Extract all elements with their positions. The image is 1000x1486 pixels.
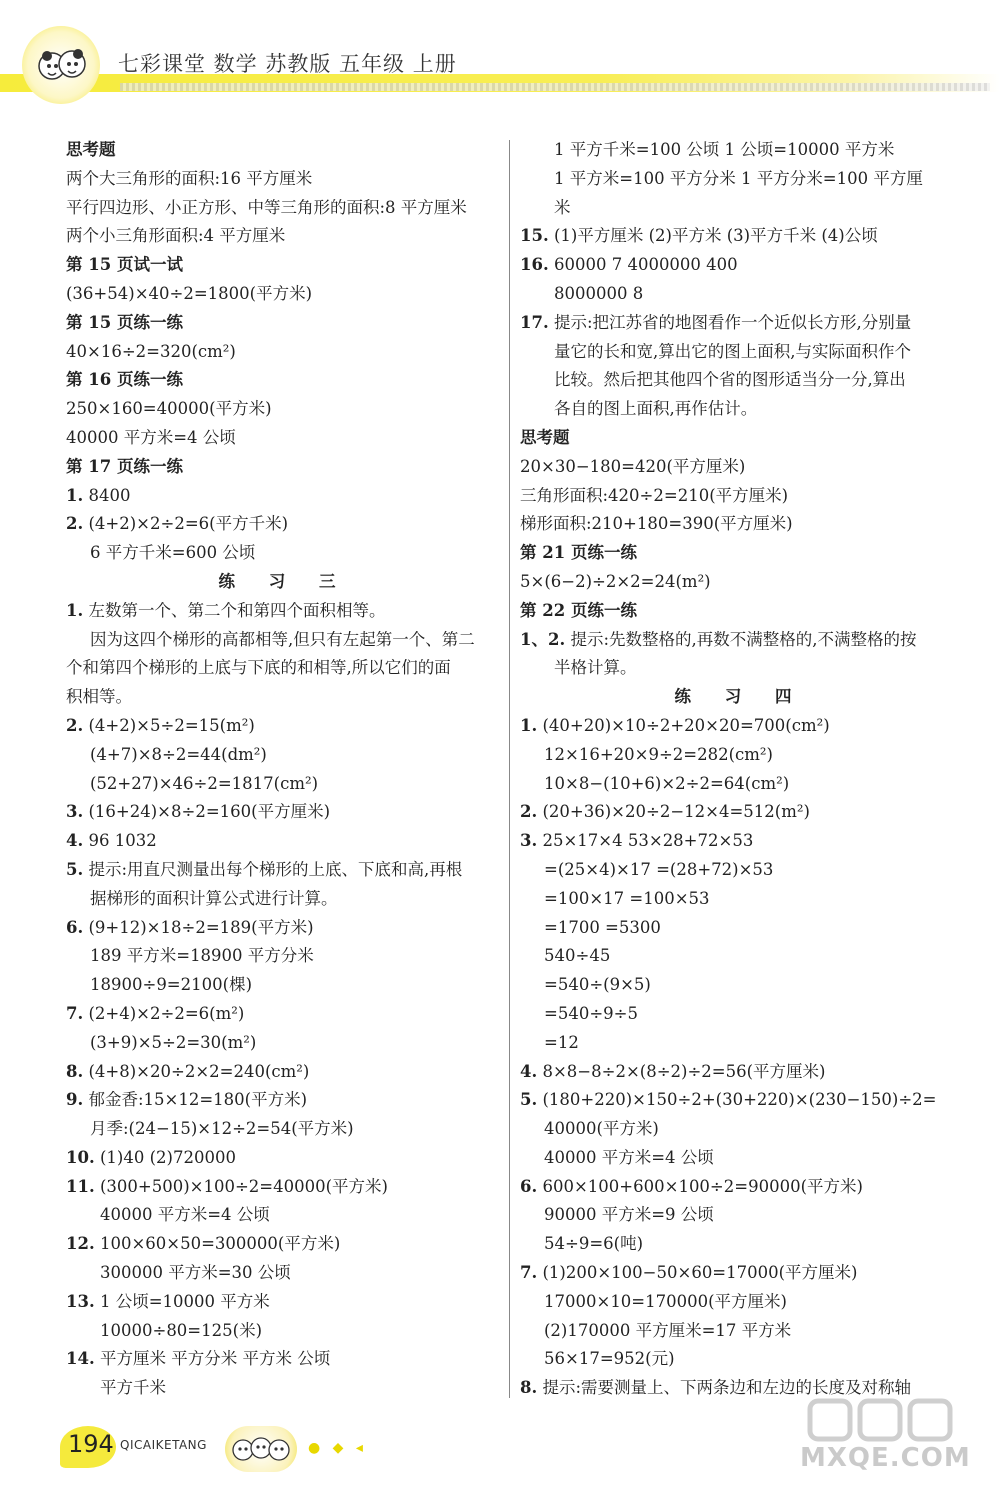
question-number: 12.: [66, 1234, 95, 1254]
column-divider: [509, 140, 510, 1398]
answer-text: (1)200×100−50×60=17000(平方厘米): [542, 1263, 858, 1283]
page-number: 194: [68, 1430, 114, 1458]
question-number: 7.: [520, 1263, 538, 1283]
answer-line: [66, 1144, 502, 1173]
answer-line: [66, 856, 502, 885]
answer-text: 1 平方米=100 平方分米 1 平方分米=100 平方厘: [554, 168, 923, 188]
answer-text: 思考题: [66, 140, 116, 159]
section-heading: [520, 539, 960, 568]
answer-text: 60000 7 4000000 400: [553, 255, 738, 275]
answer-line: [66, 338, 502, 367]
answer-text: (1)40 (2)720000: [99, 1147, 236, 1167]
answer-line: [520, 798, 960, 827]
question-number: 8.: [520, 1378, 538, 1398]
answer-line: [66, 165, 502, 194]
answer-text: 96 1032: [88, 831, 157, 851]
answer-line: [520, 1086, 960, 1115]
answer-text: (52+27)×46÷2=1817(cm²): [90, 773, 319, 793]
answer-line: [520, 453, 960, 482]
answer-text: 思考题: [520, 427, 570, 447]
question-number: 1.: [520, 715, 538, 735]
answer-line: [520, 1000, 960, 1029]
answer-text: 提示:需要测量上、下两条边和左边的长度及对称轴: [542, 1378, 912, 1398]
answer-line: [520, 914, 960, 943]
answer-line: [66, 1086, 502, 1115]
section-heading: [66, 136, 502, 165]
answer-text: 300000 平方米=30 公顷: [100, 1263, 291, 1283]
answer-line: [520, 856, 960, 885]
answer-text: 10000÷80=125(米): [100, 1320, 263, 1340]
answer-text: 8400: [88, 485, 131, 505]
answer-text: (4+8)×20÷2×2=240(cm²): [88, 1061, 310, 1081]
answer-line: [66, 770, 502, 799]
answer-line: [520, 222, 960, 251]
answer-line: [520, 194, 960, 223]
answer-text: 40000 平方米=4 公顷: [100, 1205, 270, 1225]
answer-line: [66, 280, 502, 309]
answer-text: 8000000 8: [554, 283, 644, 303]
answer-text: =12: [544, 1032, 579, 1052]
answer-line: [66, 510, 502, 539]
answer-line: [66, 712, 502, 741]
answer-text: 左数第一个、第二个和第四个面积相等。: [88, 600, 386, 620]
answer-line: [66, 1288, 502, 1317]
answer-line: [66, 942, 502, 971]
answer-text: 练 习 四: [674, 687, 806, 707]
answer-text: 提示:用直尺测量出每个梯形的上底、下底和高,再根: [88, 859, 463, 879]
answer-line: [66, 971, 502, 1000]
answer-text: (2+4)×2÷2=6(m²): [88, 1003, 245, 1023]
answer-text: 第 21 页练一练: [520, 543, 637, 563]
answer-text: 18900÷9=2100(棵): [90, 975, 253, 995]
answer-text: (2)170000 平方厘米=17 平方米: [544, 1320, 792, 1340]
answer-line: [520, 1029, 960, 1058]
answer-text: 56×17=952(元): [544, 1349, 675, 1369]
answer-text: 54÷9=6(吨): [544, 1234, 644, 1254]
answer-line: [520, 626, 960, 655]
answer-text: 12×16+20×9÷2=282(cm²): [544, 744, 773, 764]
question-number: 13.: [66, 1291, 95, 1311]
answer-line: [66, 827, 502, 856]
answer-line: [520, 1144, 960, 1173]
answer-text: (300+500)×100÷2=40000(平方米): [99, 1176, 388, 1196]
section-heading: [66, 453, 502, 482]
answer-text: 8×8−8÷2×(8÷2)÷2=56(平方厘米): [542, 1061, 826, 1081]
answer-text: 练 习 三: [218, 571, 350, 591]
answer-text: 40000 平方米=4 公顷: [66, 427, 236, 447]
question-number: 5.: [520, 1090, 538, 1110]
answer-text: 各自的图上面积,再作估计。: [554, 399, 758, 419]
question-number: 17.: [520, 312, 549, 332]
answer-line: [66, 1029, 502, 1058]
answer-text: (4+2)×2÷2=6(平方千米): [88, 514, 289, 534]
answer-text: 6 平方千米=600 公顷: [90, 543, 256, 563]
answer-line: [66, 654, 502, 683]
answer-text: (3+9)×5÷2=30(m²): [90, 1032, 257, 1052]
answer-line: [66, 1058, 502, 1087]
question-number: 1.: [66, 485, 84, 505]
footer-mascot-icon: [225, 1426, 297, 1472]
answer-line: [520, 1115, 960, 1144]
header-grey-strip: [120, 83, 990, 91]
answer-text: (20+36)×20÷2−12×4=512(m²): [542, 802, 810, 822]
answer-line: [66, 1259, 502, 1288]
answer-text: 189 平方米=18900 平方分米: [90, 946, 314, 966]
answer-line: [520, 280, 960, 309]
exercise-title: [66, 568, 502, 597]
question-number: 11.: [66, 1176, 95, 1196]
answer-text: 600×100+600×100÷2=90000(平方米): [542, 1176, 863, 1196]
answer-line: [520, 1345, 960, 1374]
answer-line: [66, 1000, 502, 1029]
answer-line: [66, 741, 502, 770]
answer-line: [520, 942, 960, 971]
answer-text: (40+20)×10÷2+20×20=700(cm²): [542, 715, 830, 735]
answer-line: [520, 482, 960, 511]
answer-line: [520, 251, 960, 280]
answer-text: 平行四边形、小正方形、中等三角形的面积:8 平方厘米: [66, 197, 467, 217]
answer-line: [520, 309, 960, 338]
answer-text: (1)平方厘米 (2)平方米 (3)平方千米 (4)公顷: [553, 226, 878, 246]
answer-line: [520, 654, 960, 683]
answer-line: [520, 165, 960, 194]
answer-line: [520, 1259, 960, 1288]
question-number: 3.: [66, 802, 84, 822]
question-number: 4.: [66, 831, 84, 851]
question-number: 2.: [66, 514, 84, 534]
question-number: 10.: [66, 1147, 95, 1167]
answer-text: (36+54)×40÷2=1800(平方米): [66, 283, 313, 303]
watermark-logo: [800, 1395, 990, 1475]
question-number: 3.: [520, 831, 538, 851]
answer-text: 比较。然后把其他四个省的图形适当分一分,算出: [554, 370, 906, 390]
question-number: 2.: [520, 802, 538, 822]
answer-line: [66, 1115, 502, 1144]
answer-line: [66, 1201, 502, 1230]
answer-text: 第 15 页试一试: [66, 255, 183, 275]
answer-line: [66, 1345, 502, 1374]
question-number: 9.: [66, 1090, 84, 1110]
question-number: 8.: [66, 1061, 84, 1081]
answer-line: [66, 683, 502, 712]
answer-line: [520, 1317, 960, 1346]
answer-text: 20×30−180=420(平方厘米): [520, 456, 746, 476]
answer-text: 平方厘米 平方分米 平方米 公顷: [99, 1349, 331, 1369]
answer-line: [520, 885, 960, 914]
answer-text: 平方千米: [100, 1378, 166, 1398]
answer-text: 提示:把江苏省的地图看作一个近似长方形,分别量: [553, 312, 912, 332]
answer-text: =540÷9÷5: [544, 1003, 638, 1023]
answer-text: =1700 =5300: [544, 917, 661, 937]
answer-text: 10×8−(10+6)×2÷2=64(cm²): [544, 773, 790, 793]
question-number: 4.: [520, 1061, 538, 1081]
answer-line: [520, 395, 960, 424]
question-number: 1、2.: [520, 629, 566, 649]
answer-text: 第 22 页练一练: [520, 600, 637, 620]
answer-line: [520, 1201, 960, 1230]
answer-text: 提示:先数整格的,再数不满整格的,不满整格的按: [570, 629, 917, 649]
book-title: 七彩课堂 数学 苏教版 五年级 上册: [118, 52, 457, 76]
answer-line: [520, 1288, 960, 1317]
answer-line: [66, 395, 502, 424]
answer-line: [66, 1317, 502, 1346]
section-heading: [66, 366, 502, 395]
answer-text: 17000×10=170000(平方厘米): [544, 1291, 787, 1311]
publisher-name: QICAIKETANG: [120, 1438, 207, 1452]
answer-line: [66, 1374, 502, 1403]
answer-line: [66, 482, 502, 511]
question-number: 15.: [520, 226, 549, 246]
answer-text: 半格计算。: [554, 658, 637, 678]
answer-line: [66, 914, 502, 943]
answer-text: 100×60×50=300000(平方米): [99, 1234, 341, 1254]
answer-text: 40000 平方米=4 公顷: [544, 1147, 714, 1167]
answer-text: 5×(6−2)÷2×2=24(m²): [520, 571, 711, 591]
footer-dots-icon: ● ◆ ◂: [308, 1440, 367, 1456]
answer-text: (9+12)×18÷2=189(平方米): [88, 917, 314, 937]
answer-text: (16+24)×8÷2=160(平方厘米): [88, 802, 331, 822]
answer-line: [520, 510, 960, 539]
answer-line: [66, 194, 502, 223]
answer-text: =100×17 =100×53: [544, 888, 710, 908]
answer-line: [520, 568, 960, 597]
question-number: 1.: [66, 600, 84, 620]
answer-line: [520, 770, 960, 799]
answer-text: 40000(平方米): [544, 1119, 659, 1139]
right-column: [520, 136, 960, 1403]
answer-text: 90000 平方米=9 公顷: [544, 1205, 714, 1225]
answer-text: 250×160=40000(平方米): [66, 399, 272, 419]
watermark-text: MXQE.COM: [800, 1443, 971, 1473]
answer-text: 第 17 页练一练: [66, 456, 183, 476]
answer-text: 据梯形的面积计算公式进行计算。: [90, 888, 338, 908]
answer-text: 540÷45: [544, 946, 611, 966]
answer-line: [520, 338, 960, 367]
answer-line: [520, 366, 960, 395]
answer-text: 量它的长和宽,算出它的图上面积,与实际面积作个: [554, 341, 911, 361]
question-number: 6.: [66, 917, 84, 937]
answer-text: (180+220)×150÷2+(30+220)×(230−150)÷2=: [542, 1090, 937, 1110]
answer-text: 因为这四个梯形的高都相等,但只有左起第一个、第二: [90, 629, 475, 649]
answer-text: 个和第四个梯形的上底与下底的和相等,所以它们的面: [66, 658, 451, 678]
question-number: 5.: [66, 859, 84, 879]
answer-line: [520, 971, 960, 1000]
question-number: 7.: [66, 1003, 84, 1023]
answer-line: [66, 424, 502, 453]
answer-line: [520, 1230, 960, 1259]
answer-line: [66, 539, 502, 568]
section-heading: [520, 424, 960, 453]
answer-line: [66, 1173, 502, 1202]
answer-line: [66, 798, 502, 827]
answer-line: [520, 1173, 960, 1202]
question-number: 16.: [520, 255, 549, 275]
answer-text: 1 平方千米=100 公顷 1 公顷=10000 平方米: [554, 140, 895, 159]
answer-text: 两个大三角形的面积:16 平方厘米: [66, 168, 313, 188]
section-heading: [66, 251, 502, 280]
answer-line: [66, 1230, 502, 1259]
section-heading: [66, 309, 502, 338]
answer-text: 三角形面积:420÷2=210(平方厘米): [520, 485, 789, 505]
page-header: [0, 0, 1000, 120]
answer-text: 月季:(24−15)×12÷2=54(平方米): [90, 1119, 354, 1139]
section-heading: [520, 597, 960, 626]
answer-line: [520, 827, 960, 856]
answer-text: 40×16÷2=320(cm²): [66, 341, 236, 361]
answer-line: [66, 626, 502, 655]
answer-text: (4+7)×8÷2=44(dm²): [90, 744, 267, 764]
answer-line: [66, 597, 502, 626]
answer-text: 1 公顷=10000 平方米: [99, 1291, 270, 1311]
answer-text: 两个小三角形面积:4 平方厘米: [66, 226, 286, 246]
answer-text: =540÷(9×5): [544, 975, 651, 995]
answer-text: =(25×4)×17 =(28+72)×53: [544, 859, 774, 879]
answer-text: 米: [554, 197, 571, 217]
answer-line: [520, 741, 960, 770]
question-number: 6.: [520, 1176, 538, 1196]
question-number: 2.: [66, 715, 84, 735]
exercise-title: [520, 683, 960, 712]
answer-text: (4+2)×5÷2=15(m²): [88, 715, 255, 735]
answer-text: 第 16 页练一练: [66, 370, 183, 390]
answer-text: 梯形面积:210+180=390(平方厘米): [520, 514, 793, 534]
question-number: 14.: [66, 1349, 95, 1369]
left-column: [66, 136, 502, 1403]
answer-line: [66, 885, 502, 914]
answer-text: 积相等。: [66, 687, 132, 707]
answer-text: 25×17×4 53×28+72×53: [542, 831, 754, 851]
answer-text: 第 15 页练一练: [66, 312, 183, 332]
answer-text: 郁金香:15×12=180(平方米): [88, 1090, 308, 1110]
answer-line: [66, 222, 502, 251]
answer-line: [520, 1058, 960, 1087]
answer-line: [520, 136, 960, 165]
answer-line: [520, 712, 960, 741]
mascot-logo-icon: [22, 26, 100, 104]
